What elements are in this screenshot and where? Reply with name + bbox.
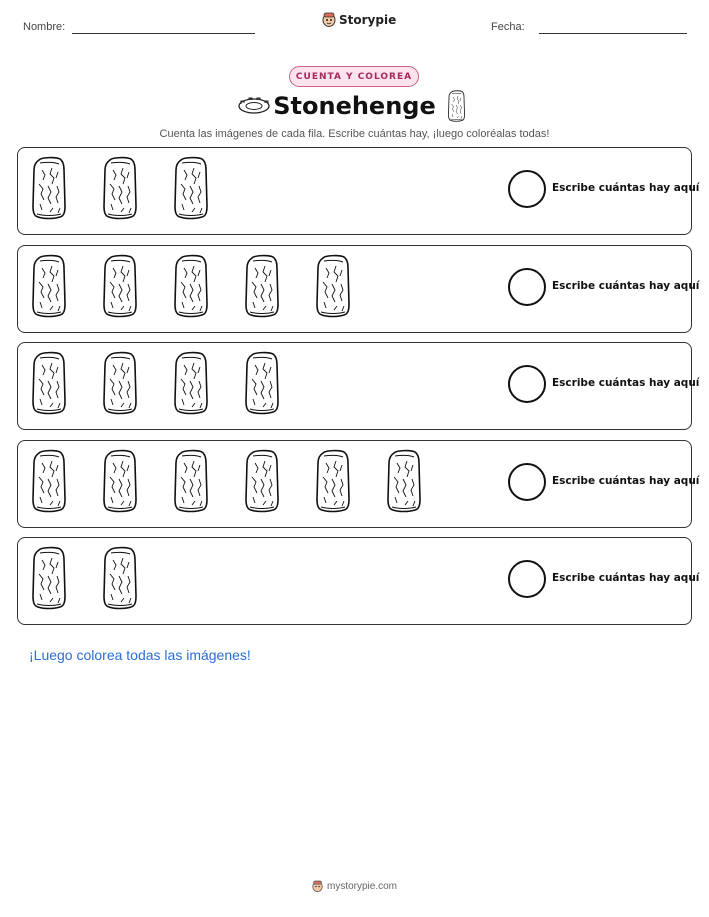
name-line bbox=[72, 33, 255, 34]
count-row bbox=[17, 342, 700, 430]
date-label: Fecha: bbox=[491, 21, 525, 33]
standing-stone-icon bbox=[101, 546, 139, 610]
date-line bbox=[539, 33, 687, 34]
site-url: mystorypie.com bbox=[326, 881, 397, 892]
standing-stone-icon bbox=[101, 351, 139, 415]
standing-stone-icon bbox=[172, 351, 210, 415]
standing-stone-icon bbox=[447, 90, 466, 122]
standing-stone-icon bbox=[172, 156, 210, 220]
name-label: Nombre: bbox=[23, 21, 66, 33]
standing-stone-icon bbox=[101, 449, 139, 513]
answer-circle[interactable] bbox=[508, 268, 546, 306]
answer-circle[interactable] bbox=[508, 365, 546, 403]
answer-label: Escribe cuántas hay aquí bbox=[552, 572, 700, 584]
standing-stone-icon bbox=[30, 156, 68, 220]
standing-stone-icon bbox=[30, 449, 68, 513]
standing-stone-icon bbox=[30, 254, 68, 318]
storypie-mascot-icon bbox=[312, 880, 323, 893]
worksheet-header bbox=[0, 0, 709, 50]
page-title: Stonehenge bbox=[273, 92, 436, 120]
brand-name: Storypie bbox=[339, 13, 397, 27]
standing-stone-icon bbox=[314, 254, 352, 318]
count-row bbox=[17, 537, 700, 625]
standing-stone-icon bbox=[30, 546, 68, 610]
standing-stone-icon bbox=[243, 351, 281, 415]
coloring-note: ¡Luego colorea todas las imágenes! bbox=[29, 647, 251, 663]
standing-stone-icon bbox=[314, 449, 352, 513]
standing-stone-icon bbox=[101, 254, 139, 318]
count-row bbox=[17, 245, 700, 333]
standing-stone-icon bbox=[385, 449, 423, 513]
standing-stone-icon bbox=[243, 254, 281, 318]
brand-logo bbox=[322, 12, 396, 28]
storypie-mascot-icon bbox=[322, 12, 336, 28]
activity-badge: CUENTA Y COLOREA bbox=[289, 66, 419, 87]
standing-stone-icon bbox=[101, 156, 139, 220]
standing-stone-icon bbox=[172, 254, 210, 318]
answer-circle[interactable] bbox=[508, 463, 546, 501]
title-row bbox=[0, 90, 709, 126]
standing-stone-icon bbox=[172, 449, 210, 513]
answer-label: Escribe cuántas hay aquí bbox=[552, 377, 700, 389]
standing-stone-icon bbox=[243, 449, 281, 513]
answer-label: Escribe cuántas hay aquí bbox=[552, 474, 700, 487]
count-row bbox=[17, 147, 700, 235]
answer-label: Escribe cuántas hay aquí bbox=[552, 279, 700, 292]
standing-stone-icon bbox=[30, 351, 68, 415]
answer-circle[interactable] bbox=[508, 170, 546, 208]
answer-circle[interactable] bbox=[508, 560, 546, 598]
instructions: Cuenta las imágenes de cada fila. Escribe cuántas hay, ¡luego coloréalas todas! bbox=[159, 128, 550, 140]
site-footer bbox=[0, 880, 709, 893]
count-row bbox=[17, 440, 700, 528]
answer-label: Escribe cuántas hay aquí bbox=[552, 182, 700, 194]
